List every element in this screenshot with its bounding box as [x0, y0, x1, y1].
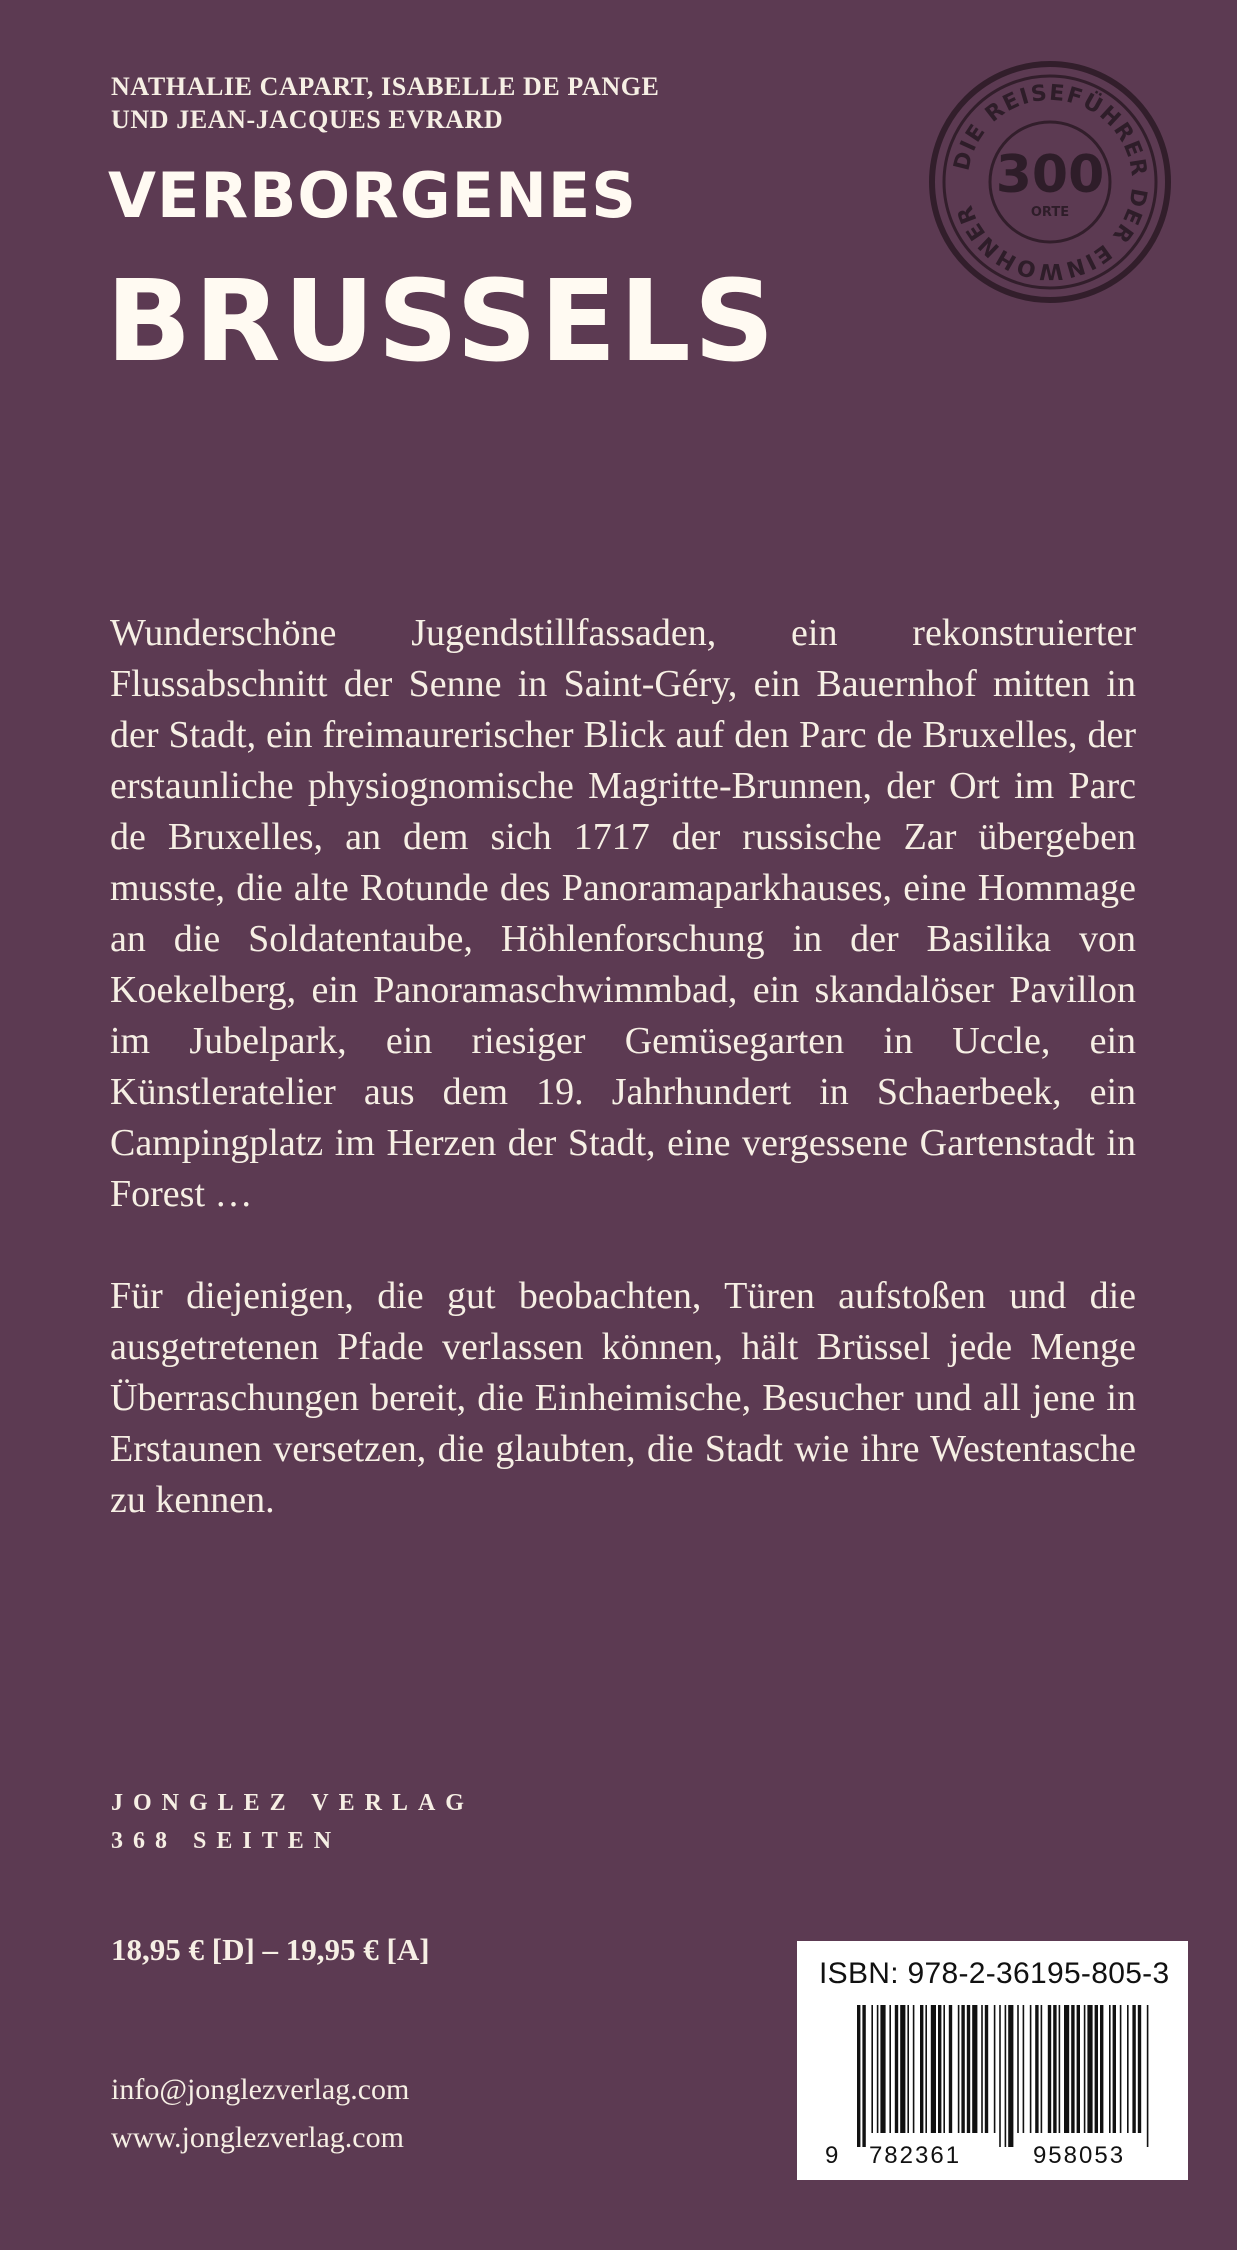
- stamp-seal: [926, 58, 1174, 306]
- barcode-bar: [1100, 2005, 1103, 2133]
- barcode-bar: [920, 2005, 923, 2133]
- barcode-bar: [913, 2005, 915, 2133]
- authors: [111, 70, 831, 136]
- barcode-digits-right: 958053: [1032, 2142, 1126, 2169]
- barcode-bar: [1030, 2005, 1032, 2133]
- barcode-bar: [925, 2005, 927, 2133]
- barcode: [797, 1941, 1188, 2180]
- barcode-bar: [967, 2005, 970, 2133]
- barcode-bar: [907, 2005, 909, 2133]
- barcode-bar: [1109, 2005, 1111, 2133]
- barcode-bar: [943, 2005, 945, 2133]
- barcode-bar: [999, 2005, 1001, 2147]
- barcode-bar: [1127, 2005, 1129, 2133]
- stamp-unit: ORTE: [1030, 205, 1070, 220]
- barcode-bar: [877, 2005, 879, 2133]
- barcode-bar: [1017, 2005, 1019, 2133]
- barcode-bar: [1008, 2005, 1013, 2147]
- barcode-bar: [1035, 2005, 1038, 2133]
- barcode-bar: [985, 2005, 988, 2133]
- barcode-bar: [1041, 2005, 1043, 2133]
- price: 18,95 € [D] – 19,95 € [A]: [111, 1932, 430, 1967]
- description-paragraph-1: Wunderschöne Jugendstillfassaden, ein rekonstruierter Flussabschnitt der Senne in Saint-Géry, ein Bauernhof mitten in der Stadt, ein freimaurerischer Blick auf den Parc de Bruxelles, der erstaunliche physiognomische Magritte-Brunnen, der Ort im Parc de Bruxelles, an dem sich 1717 der russische Zar übergeben musste, die alte Rotunde des Panoramaparkhauses, eine Hommage an die Soldatentaube, Höhlenforschung in der Basilika von Koekelberg, ein Panoramaschwimmbad, ein skandalöser Pavillon im Jubelpark, ein riesiger Gemüsegarten in Uccle, ein Künstleratelier aus dem 19. Jahrhundert in Schaerbeek, ein Campingplatz im Herzen der Stadt, eine vergessene Gartenstadt in Forest …: [110, 612, 1136, 1215]
- barcode-bar: [900, 2005, 905, 2133]
- description: [110, 608, 1136, 1526]
- isbn-label: ISBN: 978-2-36195-805-3: [819, 1957, 1170, 1990]
- stamp-ring-text: DIE REISEFÜHRER DER EINWOHNER: [949, 80, 1152, 284]
- barcode-bar: [938, 2005, 941, 2133]
- barcode-bar: [1064, 2005, 1069, 2133]
- barcode-bar: [972, 2005, 977, 2133]
- barcode-digits-left: 782361: [868, 2142, 962, 2169]
- publisher-name: JONGLEZ VERLAG: [111, 1790, 474, 1816]
- barcode-bar: [895, 2005, 898, 2133]
- barcode-bar: [981, 2005, 983, 2133]
- barcode-digit-first: 9: [825, 2142, 839, 2169]
- authors-line-2: UND JEAN-JACQUES EVRARD: [111, 105, 504, 134]
- barcode-bar: [1071, 2005, 1074, 2133]
- barcode-bar: [1005, 2005, 1007, 2147]
- email-address: info@jonglezverlag.com: [111, 2073, 410, 2106]
- barcode-bar: [949, 2005, 952, 2133]
- page-count: 368 SEITEN: [111, 1828, 342, 1854]
- barcode-bar: [1120, 2005, 1122, 2133]
- barcode-bar: [871, 2005, 873, 2133]
- barcode-bar: [889, 2005, 891, 2133]
- barcode-bar: [857, 2005, 860, 2147]
- barcode-bar: [1077, 2005, 1080, 2133]
- barcode-bar: [862, 2005, 865, 2147]
- barcode-bar: [1023, 2005, 1025, 2133]
- contact-info: [111, 2066, 409, 2162]
- barcode-bar: [1147, 2005, 1149, 2147]
- barcode-bar: [1059, 2005, 1061, 2133]
- book-subtitle: VERBORGENES: [108, 159, 637, 232]
- barcode-bar: [1138, 2005, 1141, 2133]
- website-address: www.jonglezverlag.com: [111, 2121, 404, 2154]
- barcode-bar: [1084, 2005, 1086, 2133]
- barcode-bar: [1113, 2005, 1116, 2133]
- stamp-number: 300: [995, 145, 1105, 205]
- barcode-bar: [1132, 2005, 1135, 2133]
- barcode-bar: [958, 2005, 960, 2133]
- barcode-bar: [1087, 2005, 1092, 2133]
- barcode-bar: [1048, 2005, 1051, 2133]
- authors-line-1: NATHALIE CAPART, ISABELLE DE PANGE: [111, 72, 660, 101]
- barcode-bar: [1053, 2005, 1056, 2133]
- book-title: BRUSSELS: [106, 257, 778, 387]
- barcode-bar: [961, 2005, 964, 2133]
- publisher-info: [111, 1784, 474, 1860]
- barcode-panel: [797, 1941, 1188, 2180]
- barcode-bar: [931, 2005, 936, 2133]
- barcode-bar: [880, 2005, 885, 2133]
- barcode-bars: [857, 2005, 1148, 2147]
- barcode-bar: [994, 2005, 996, 2133]
- barcode-bar: [1095, 2005, 1098, 2133]
- description-paragraph-2: Für diejenigen, die gut beobachten, Türen aufstoßen und die ausgetretenen Pfade verlassen können, hält Brüssel jede Menge Überraschungen bereit, die Einheimische, Besucher und all jene in Erstaunen versetzen, die glaubten, die Stadt wie ihre Westentasche zu kennen.: [110, 1275, 1136, 1521]
